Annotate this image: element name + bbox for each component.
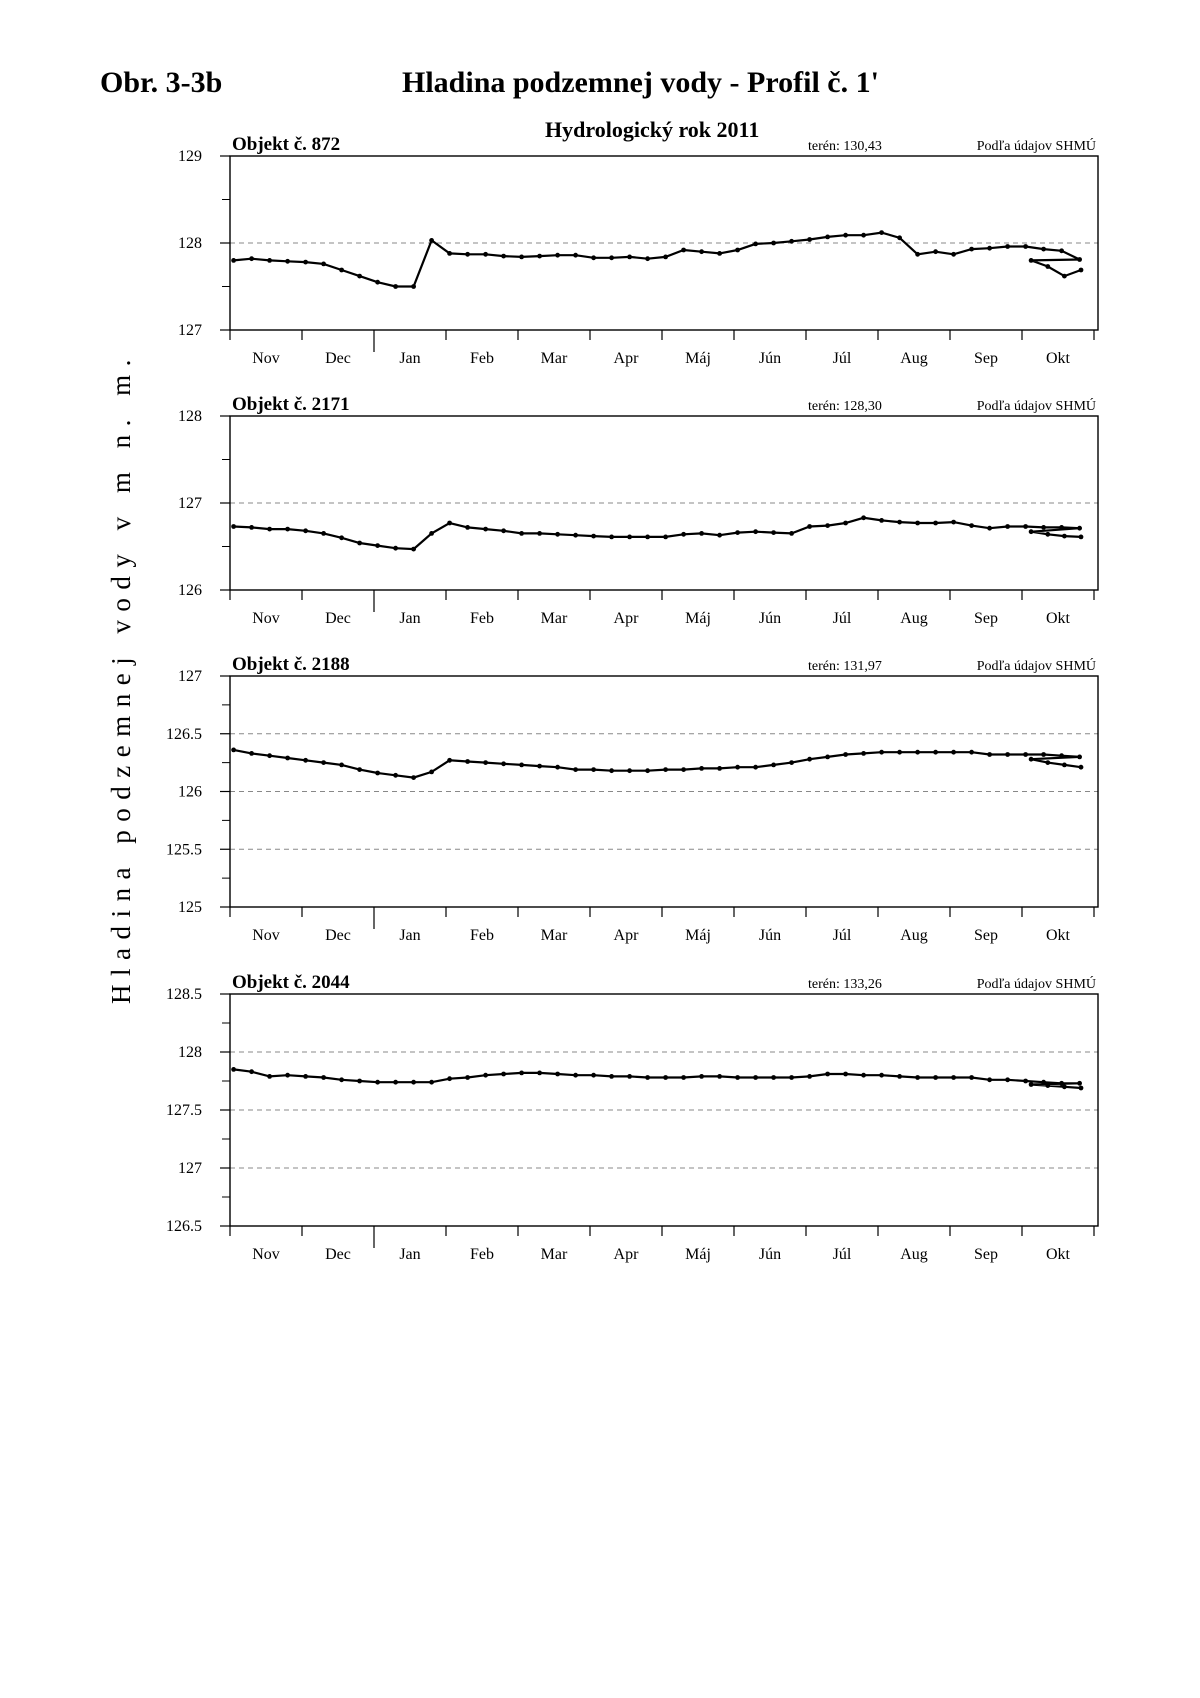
data-point	[879, 1073, 884, 1078]
data-point	[1062, 274, 1067, 279]
data-point	[1077, 526, 1082, 531]
data-point	[1029, 1082, 1034, 1087]
data-point	[627, 535, 632, 540]
data-point	[645, 768, 650, 773]
data-point	[951, 1075, 956, 1080]
data-point	[807, 524, 812, 529]
data-point	[573, 533, 578, 538]
x-tick-label: Máj	[685, 610, 711, 627]
data-point	[537, 254, 542, 259]
data-point	[285, 756, 290, 761]
data-point	[285, 1073, 290, 1078]
data-point	[969, 523, 974, 528]
data-point	[771, 1075, 776, 1080]
data-point	[825, 523, 830, 528]
x-tick-label: Aug	[900, 927, 928, 944]
y-tick-label: 128	[178, 1044, 202, 1061]
data-point	[591, 1073, 596, 1078]
data-point	[1059, 753, 1064, 758]
y-tick-label: 126	[178, 582, 202, 599]
data-point	[933, 249, 938, 254]
data-point	[753, 529, 758, 534]
x-tick-label: Mar	[540, 1246, 568, 1263]
data-point	[843, 752, 848, 757]
x-tick-label: Mar	[540, 610, 568, 627]
y-tick-label: 127	[178, 668, 202, 685]
x-tick-label: Apr	[613, 1246, 639, 1263]
data-point	[357, 274, 362, 279]
source-label: Podľa údajov SHMÚ	[976, 139, 1096, 154]
data-point	[1005, 524, 1010, 529]
data-point	[537, 1071, 542, 1076]
data-point	[411, 1080, 416, 1085]
data-point	[1041, 752, 1046, 757]
data-point	[987, 752, 992, 757]
data-point	[609, 1074, 614, 1079]
data-point	[393, 284, 398, 289]
data-point	[1041, 1080, 1046, 1085]
x-tick-label: Dec	[325, 610, 351, 627]
data-point	[1062, 534, 1067, 539]
x-tick-label: Jan	[399, 1246, 421, 1263]
data-point	[573, 253, 578, 258]
data-point	[789, 760, 794, 765]
data-point	[663, 255, 668, 260]
data-point	[807, 757, 812, 762]
data-point	[231, 748, 236, 753]
data-point	[1023, 1079, 1028, 1084]
data-point	[987, 526, 992, 531]
data-point	[303, 528, 308, 533]
data-point	[375, 280, 380, 285]
data-point	[339, 763, 344, 768]
data-point	[591, 534, 596, 539]
x-tick-label: Sep	[974, 927, 998, 944]
data-point	[375, 1080, 380, 1085]
y-tick-label: 125	[178, 899, 202, 916]
data-point	[447, 1076, 452, 1081]
data-point	[411, 284, 416, 289]
data-point	[771, 241, 776, 246]
data-point	[465, 759, 470, 764]
data-point	[717, 251, 722, 256]
y-tick-label: 126.5	[166, 725, 202, 743]
data-point	[321, 1075, 326, 1080]
data-point	[969, 1075, 974, 1080]
y-tick-label: 127	[178, 322, 202, 339]
data-point	[501, 254, 506, 259]
data-point	[573, 767, 578, 772]
data-point	[411, 775, 416, 780]
data-point	[699, 531, 704, 536]
data-point	[249, 751, 254, 756]
x-tick-label: Jún	[758, 1246, 782, 1263]
data-point	[663, 535, 668, 540]
y-tick-label: 127	[178, 1160, 202, 1177]
y-tick-label: 127.5	[166, 1102, 202, 1119]
data-point	[861, 233, 866, 238]
data-point	[357, 767, 362, 772]
data-point	[591, 255, 596, 260]
chart-panel	[166, 972, 1098, 1263]
data-point	[915, 750, 920, 755]
data-point	[393, 773, 398, 778]
data-point	[897, 750, 902, 755]
data-point	[429, 238, 434, 243]
data-point	[771, 763, 776, 768]
x-tick-label: Máj	[685, 350, 711, 367]
data-point	[1029, 757, 1034, 762]
data-point	[465, 525, 470, 530]
data-point	[663, 1075, 668, 1080]
x-tick-label: Nov	[252, 350, 280, 367]
x-tick-label: Aug	[900, 610, 928, 627]
data-point	[951, 750, 956, 755]
data-point	[609, 535, 614, 540]
data-point	[447, 521, 452, 526]
data-point	[969, 750, 974, 755]
x-tick-label: Feb	[470, 1246, 494, 1263]
source-label: Podľa údajov SHMÚ	[976, 977, 1096, 992]
x-tick-label: Okt	[1046, 350, 1070, 367]
x-tick-label: Dec	[325, 927, 351, 944]
data-point	[429, 1080, 434, 1085]
data-point	[699, 249, 704, 254]
data-point	[303, 260, 308, 265]
x-tick-label: Júl	[832, 350, 852, 367]
data-point	[627, 768, 632, 773]
data-point	[537, 531, 542, 536]
data-point	[555, 532, 560, 537]
x-tick-label: Feb	[470, 350, 494, 367]
data-point	[933, 1075, 938, 1080]
data-point	[1059, 248, 1064, 253]
data-point	[861, 515, 866, 520]
data-point	[1029, 258, 1034, 263]
data-point	[519, 1071, 524, 1076]
panel-title: Objekt č. 2171	[232, 394, 350, 415]
data-point	[1023, 752, 1028, 757]
data-point	[249, 1069, 254, 1074]
data-point	[735, 765, 740, 770]
data-point	[897, 235, 902, 240]
data-point	[1062, 1084, 1067, 1089]
data-point	[591, 767, 596, 772]
y-tick-label: 128	[178, 235, 202, 252]
x-tick-label: Máj	[685, 1246, 711, 1263]
data-point	[321, 760, 326, 765]
chart-panel	[178, 134, 1098, 367]
source-label: Podľa údajov SHMÚ	[976, 659, 1096, 674]
data-point	[249, 256, 254, 261]
y-tick-label: 125.5	[166, 841, 202, 859]
data-point	[231, 524, 236, 529]
x-tick-label: Júl	[832, 1246, 852, 1263]
x-tick-label: Júl	[832, 610, 852, 627]
x-tick-label: Apr	[613, 350, 639, 367]
x-tick-label: Jún	[758, 927, 782, 944]
data-point	[429, 770, 434, 775]
data-point	[1077, 257, 1082, 262]
data-point	[1079, 268, 1084, 273]
y-tick-label: 128	[178, 408, 202, 425]
year-title: Hydrologický rok 2011	[545, 117, 760, 142]
data-point	[519, 531, 524, 536]
data-point	[699, 766, 704, 771]
data-point	[717, 1074, 722, 1079]
data-point	[555, 1072, 560, 1077]
data-point	[519, 763, 524, 768]
data-point	[681, 248, 686, 253]
data-point	[447, 758, 452, 763]
data-point	[267, 753, 272, 758]
data-point	[681, 532, 686, 537]
data-point	[915, 252, 920, 257]
data-point	[681, 1075, 686, 1080]
data-point	[843, 233, 848, 238]
data-point	[951, 520, 956, 525]
data-point	[969, 247, 974, 252]
terrain-label: terén: 131,97	[808, 659, 882, 674]
data-point	[1077, 755, 1082, 760]
data-point	[771, 530, 776, 535]
data-point	[285, 527, 290, 532]
data-point	[735, 530, 740, 535]
terrain-label: terén: 130,43	[808, 139, 882, 154]
data-point	[501, 528, 506, 533]
data-point	[267, 527, 272, 532]
terrain-label: terén: 133,26	[808, 977, 882, 992]
data-point	[933, 750, 938, 755]
data-point	[555, 765, 560, 770]
data-point	[879, 750, 884, 755]
x-tick-label: Feb	[470, 927, 494, 944]
data-point	[825, 235, 830, 240]
data-point	[897, 1074, 902, 1079]
data-point	[375, 771, 380, 776]
data-point	[339, 268, 344, 273]
data-point	[465, 1075, 470, 1080]
x-tick-label: Jún	[758, 610, 782, 627]
panel-title: Objekt č. 872	[232, 134, 341, 155]
data-point	[807, 1074, 812, 1079]
y-axis-label: Hladina podzemnej vody v m n. m.	[106, 351, 136, 1004]
data-point	[1023, 244, 1028, 249]
x-tick-label: Mar	[540, 350, 568, 367]
data-point	[1077, 1081, 1082, 1086]
data-point	[753, 1075, 758, 1080]
x-tick-label: Apr	[613, 610, 639, 627]
data-point	[789, 531, 794, 536]
data-point	[249, 525, 254, 530]
data-point	[465, 252, 470, 257]
data-point	[573, 1073, 578, 1078]
data-point	[1029, 529, 1034, 534]
data-point	[1079, 535, 1084, 540]
x-tick-label: Jan	[399, 350, 421, 367]
data-point	[375, 543, 380, 548]
data-point	[447, 251, 452, 256]
data-point	[897, 520, 902, 525]
panel-title: Objekt č. 2188	[232, 654, 350, 675]
chart-panels	[166, 134, 1098, 1263]
data-point	[789, 1075, 794, 1080]
x-tick-label: Aug	[900, 350, 928, 367]
chart-panel	[166, 654, 1098, 944]
data-point	[501, 761, 506, 766]
data-point	[933, 521, 938, 526]
data-point	[843, 1072, 848, 1077]
data-point	[1059, 525, 1064, 530]
chart-panel	[178, 394, 1098, 627]
data-point	[609, 768, 614, 773]
x-tick-label: Okt	[1046, 927, 1070, 944]
x-tick-label: Júl	[832, 927, 852, 944]
data-point	[627, 255, 632, 260]
data-point	[915, 521, 920, 526]
x-tick-label: Sep	[974, 350, 998, 367]
data-point	[915, 1075, 920, 1080]
data-point	[303, 1074, 308, 1079]
data-point	[717, 533, 722, 538]
data-point	[321, 531, 326, 536]
x-tick-label: Okt	[1046, 1246, 1070, 1263]
data-point	[1062, 763, 1067, 768]
data-point	[483, 1073, 488, 1078]
data-point	[879, 518, 884, 523]
y-tick-label: 128.5	[166, 986, 202, 1003]
y-tick-label: 126	[178, 783, 202, 801]
x-tick-label: Mar	[540, 927, 568, 944]
data-point	[987, 246, 992, 251]
data-point	[627, 1074, 632, 1079]
data-point	[681, 767, 686, 772]
data-point	[357, 541, 362, 546]
y-tick-label: 127	[178, 495, 202, 512]
data-point	[735, 248, 740, 253]
data-point	[1005, 1077, 1010, 1082]
x-tick-label: Dec	[325, 1246, 351, 1263]
data-point	[1045, 760, 1050, 765]
x-tick-label: Feb	[470, 610, 494, 627]
data-point	[1045, 264, 1050, 269]
data-point	[357, 1079, 362, 1084]
data-point	[555, 253, 560, 258]
data-point	[699, 1074, 704, 1079]
y-tick-label: 126.5	[166, 1218, 202, 1235]
data-point	[393, 1080, 398, 1085]
x-tick-label: Jan	[399, 610, 421, 627]
x-tick-label: Jún	[758, 350, 782, 367]
data-point	[645, 1075, 650, 1080]
data-point	[987, 1077, 992, 1082]
data-point	[1005, 752, 1010, 757]
data-point	[1079, 1086, 1084, 1091]
data-point	[1045, 1083, 1050, 1088]
data-point	[753, 765, 758, 770]
main-title: Hladina podzemnej vody - Profil č. 1'	[402, 66, 879, 99]
data-point	[807, 237, 812, 242]
data-point	[1023, 524, 1028, 529]
data-point	[825, 755, 830, 760]
data-point	[231, 1067, 236, 1072]
data-point	[1005, 244, 1010, 249]
data-point	[429, 531, 434, 536]
data-point	[645, 535, 650, 540]
data-point	[483, 252, 488, 257]
data-point	[825, 1072, 830, 1077]
panel-title: Objekt č. 2044	[232, 972, 350, 993]
data-point	[501, 1072, 506, 1077]
data-point	[483, 527, 488, 532]
data-point	[645, 256, 650, 261]
x-tick-label: Máj	[685, 927, 711, 944]
data-point	[537, 764, 542, 769]
data-point	[753, 242, 758, 247]
source-label: Podľa údajov SHMÚ	[976, 399, 1096, 414]
x-tick-label: Aug	[900, 1246, 928, 1263]
x-tick-label: Jan	[399, 927, 421, 944]
data-point	[321, 262, 326, 267]
data-point	[231, 258, 236, 263]
data-point	[393, 546, 398, 551]
x-tick-label: Sep	[974, 610, 998, 627]
data-point	[879, 230, 884, 235]
data-point	[267, 1074, 272, 1079]
x-tick-label: Nov	[252, 927, 280, 944]
data-point	[1041, 247, 1046, 252]
data-point	[339, 535, 344, 540]
data-point	[843, 521, 848, 526]
x-tick-label: Nov	[252, 610, 280, 627]
x-tick-label: Sep	[974, 1246, 998, 1263]
y-tick-label: 129	[178, 148, 202, 165]
x-tick-label: Okt	[1046, 610, 1070, 627]
figure-label: Obr. 3-3b	[100, 66, 223, 99]
data-point	[735, 1075, 740, 1080]
series-line	[234, 233, 1081, 287]
data-point	[1041, 525, 1046, 530]
x-tick-label: Nov	[252, 1246, 280, 1263]
data-point	[663, 767, 668, 772]
data-point	[1079, 765, 1084, 770]
x-tick-label: Dec	[325, 350, 351, 367]
terrain-label: terén: 128,30	[808, 399, 882, 414]
data-point	[789, 239, 794, 244]
data-point	[267, 258, 272, 263]
data-point	[303, 758, 308, 763]
data-point	[519, 255, 524, 260]
data-point	[951, 252, 956, 257]
data-point	[717, 766, 722, 771]
data-point	[339, 1077, 344, 1082]
data-point	[285, 259, 290, 264]
data-point	[609, 255, 614, 260]
data-point	[483, 760, 488, 765]
data-point	[861, 1073, 866, 1078]
x-tick-label: Apr	[613, 927, 639, 944]
data-point	[861, 751, 866, 756]
data-point	[1045, 532, 1050, 537]
data-point	[411, 547, 416, 552]
